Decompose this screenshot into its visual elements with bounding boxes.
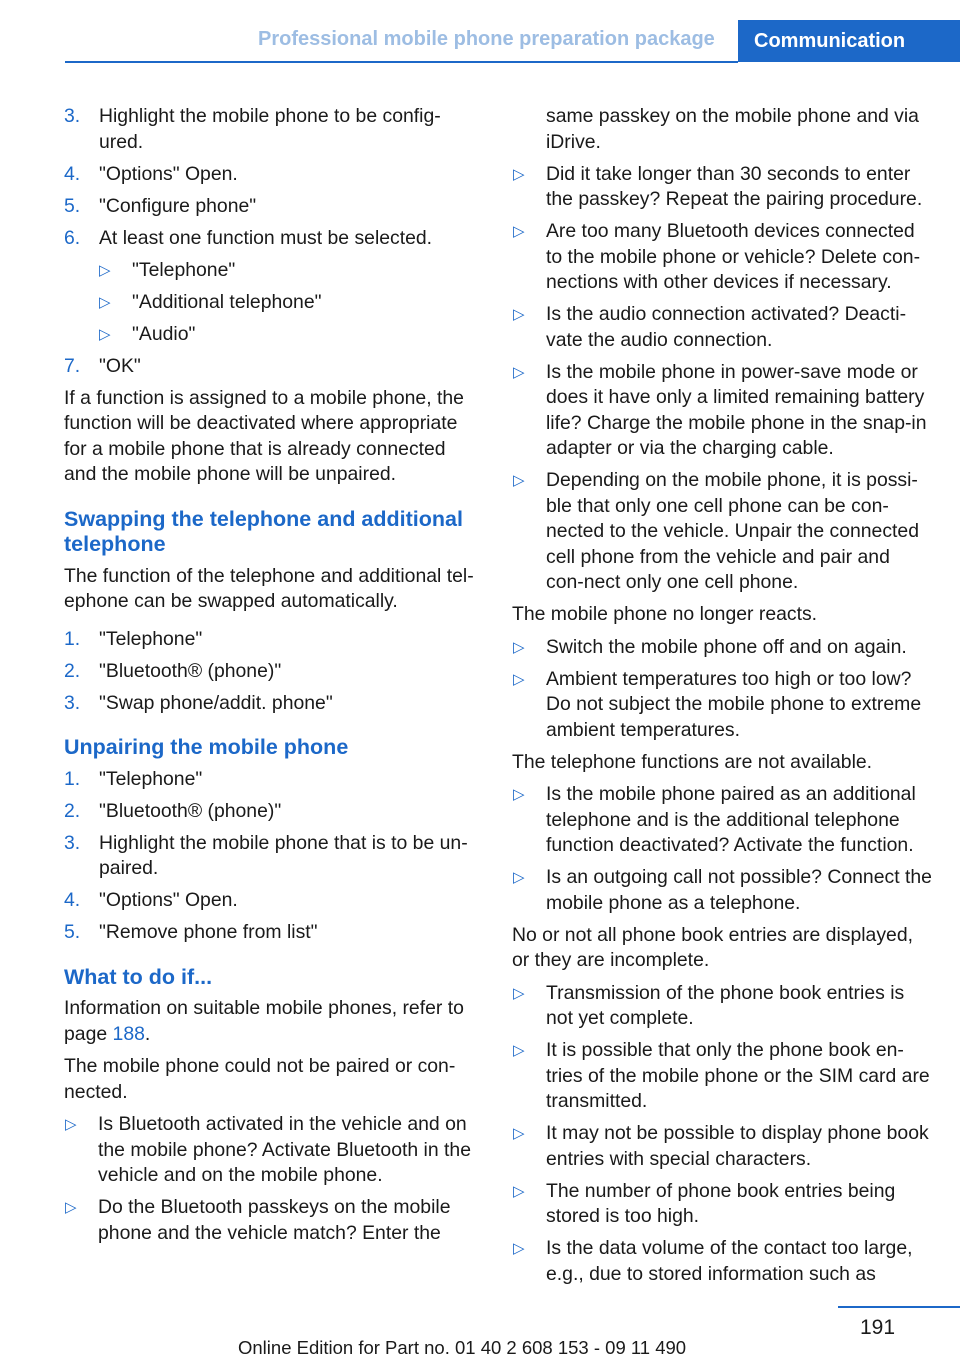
bullet-text: Ambient temperatures too high or too low? Do not subject the mobile phone to extreme ambient temperatures. (546, 667, 922, 741)
assign-note: If a function is assigned to a mobile phone, the function will be deactivated where appropriate for a mobile phone that is already connected and the mobile phone will be unpaired. (64, 386, 464, 485)
config-step (64, 354, 482, 380)
step-item (64, 104, 482, 155)
step-text: "Bluetooth® (phone)" (99, 799, 282, 822)
config-steps (64, 104, 482, 251)
step-item (64, 920, 482, 946)
step-text: "Swap phone/addit. phone" (99, 691, 333, 714)
section-heading-unpair: Unpairing the mobile phone (64, 735, 349, 759)
footer-rule (838, 1306, 960, 1308)
bullet-text: The number of phone book entries being stored is too high. (546, 1179, 896, 1227)
bullet-item (512, 1121, 932, 1172)
step-number: 3. (64, 831, 81, 854)
bullet-text: Is the data volume of the contact too large, e.g., due to stored information such as (546, 1237, 913, 1285)
step-item (64, 888, 482, 914)
step-text: "Telephone" (99, 627, 203, 650)
triangle-bullet-icon: ▷ (513, 984, 525, 1002)
step-number: 3. (64, 691, 81, 714)
bullet-item (512, 1179, 932, 1230)
bullet-item (98, 258, 482, 284)
not-available-bullets (512, 782, 932, 916)
triangle-bullet-icon: ▷ (513, 1240, 525, 1257)
triangle-bullet-icon: ▷ (513, 1042, 525, 1059)
bullet-item (512, 360, 932, 462)
no-react-text: The mobile phone no longer reacts. (512, 603, 818, 625)
triangle-bullet-icon: ▷ (513, 786, 525, 803)
step-number: 2. (64, 799, 81, 822)
bullet-text: Transmission of the phone book entries is not yet complete. (546, 981, 905, 1029)
bullet-text: Do the Bluetooth passkeys on the mobile phone and the vehicle match? Enter the (98, 1196, 451, 1244)
triangle-bullet-icon: ▷ (513, 1182, 525, 1200)
not-paired-text: The mobile phone could not be paired or con‐nected. (64, 1055, 456, 1103)
step-item (64, 767, 482, 793)
triangle-bullet-icon: ▷ (65, 1199, 77, 1216)
section-heading-swap: Swapping the telephone and additional telephone (64, 506, 463, 556)
step-item (64, 831, 482, 882)
no-react-bullets (512, 635, 932, 744)
triangle-bullet-icon: ▷ (513, 363, 525, 381)
running-header-section: Professional mobile phone preparation package (258, 28, 715, 50)
step-item (64, 162, 482, 188)
step-text: "Bluetooth® (phone)" (99, 659, 282, 682)
bullet-text: Are too many Bluetooth devices connected to the mobile phone or vehicle? Delete con‐nections with other devices if necessary. (546, 220, 921, 293)
bullet-text: Is Bluetooth activated in the vehicle and on the mobile phone? Activate Bluetooth in the vehicle and on the mobile phone. (98, 1113, 471, 1186)
bullet-item (512, 162, 932, 213)
triangle-bullet-icon: ▷ (513, 165, 525, 183)
step-item (64, 627, 482, 653)
info-text: Information on suitable mobile phones, refer to page (64, 997, 464, 1045)
triangle-bullet-icon: ▷ (513, 306, 525, 323)
bullet-item (64, 1112, 482, 1189)
bullet-item (512, 1038, 932, 1115)
not-available-text: The telephone functions are not available. (512, 750, 873, 773)
step-text: "Telephone" (99, 767, 203, 790)
step-number: 3. (64, 105, 81, 127)
bullet-item (512, 219, 932, 296)
step-text: Highlight the mobile phone to be config‐ured. (99, 105, 441, 153)
triangle-bullet-icon: ▷ (513, 869, 525, 886)
step-number: 2. (64, 659, 81, 682)
step-text: "Configure phone" (99, 194, 257, 217)
page-number: 191 (860, 1316, 896, 1339)
unpair-steps (64, 767, 482, 946)
bullet-text: Depending on the mobile phone, it is possi‐ble that only one cell phone can be con‐nected to the vehicle. Unpair the connected cell phone from the vehicle and pair and con‐nect only one cell phone. (546, 469, 919, 593)
bullet-item (512, 865, 932, 916)
section-heading-whatif: What to do if... (64, 964, 213, 989)
step-item (64, 799, 482, 825)
bullet-item (512, 468, 932, 596)
step-text: "OK" (99, 354, 141, 377)
bullet-item (98, 322, 482, 348)
step-text: Highlight the mobile phone that is to be un‐paired. (99, 831, 468, 879)
running-header-chapter: Communication (738, 20, 960, 62)
function-options (64, 258, 482, 348)
bullet-text: Is an outgoing call not possible? Connect the mobile phone as a telephone. (546, 866, 932, 914)
bullet-text: It may not be possible to display phone book entries with special characters. (546, 1122, 929, 1170)
bullet-text: "Audio" (132, 322, 196, 345)
bullet-item (98, 290, 482, 316)
step-item (64, 194, 482, 220)
triangle-bullet-icon: ▷ (513, 638, 525, 656)
step-text: "Remove phone from list" (99, 921, 318, 943)
bullet-item (512, 667, 932, 744)
step-number: 1. (64, 767, 81, 790)
bullet-text: "Telephone" (132, 258, 236, 281)
step-number: 7. (64, 354, 81, 377)
step-number: 4. (64, 889, 81, 911)
bullet-item (64, 1195, 482, 1246)
right-column (512, 104, 932, 1294)
step-number: 4. (64, 162, 81, 185)
bullet-item (512, 302, 932, 353)
phonebook-bullets (512, 981, 932, 1288)
bullet-item (512, 635, 932, 661)
continuation-text: same passkey on the mobile phone and via iDrive. (546, 105, 919, 153)
triangle-bullet-icon: ▷ (99, 293, 111, 311)
bullet-text: Switch the mobile phone off and on again. (546, 635, 907, 658)
step-text: "Options" Open. (99, 889, 238, 911)
triangle-bullet-icon: ▷ (513, 223, 525, 240)
phonebook-text: No or not all phone book entries are displayed, or they are incomplete. (512, 923, 913, 971)
bullet-text: Did it take longer than 30 seconds to enter the passkey? Repeat the pairing procedure. (546, 162, 923, 210)
header-rule (65, 61, 738, 63)
continued-bullet (512, 104, 932, 155)
step-item (64, 659, 482, 685)
triangle-bullet-icon: ▷ (99, 261, 111, 279)
pairing-bullets (512, 162, 932, 596)
bullet-text: Is the audio connection activated? Deacti‐vate the audio connection. (546, 303, 907, 351)
step-text: At least one function must be selected. (99, 226, 433, 249)
step-text: "Options" Open. (99, 162, 238, 185)
bullet-text: It is possible that only the phone book en‐tries of the mobile phone or the SIM card are transmitted. (546, 1039, 930, 1112)
step-item (64, 691, 482, 717)
triangle-bullet-icon: ▷ (65, 1116, 77, 1133)
bullet-item (512, 1236, 932, 1287)
left-column (64, 104, 482, 1253)
page-link[interactable]: 188 (112, 1022, 145, 1045)
bullet-text: Is the mobile phone paired as an additional telephone and is the additional telephone function deactivated? Activate the function. (546, 783, 916, 856)
swap-intro: The function of the telephone and additional tel‐ephone can be swapped automatically. (64, 564, 474, 612)
triangle-bullet-icon: ▷ (99, 325, 111, 343)
info-paragraph (64, 996, 482, 1047)
triangle-bullet-icon: ▷ (513, 472, 525, 489)
info-end: . (144, 1022, 151, 1045)
triangle-bullet-icon: ▷ (513, 1125, 525, 1142)
step-number: 5. (64, 194, 81, 217)
step-number: 5. (64, 921, 81, 943)
step-number: 1. (64, 627, 81, 650)
swap-steps (64, 627, 482, 717)
triangle-bullet-icon: ▷ (513, 670, 525, 688)
bullet-text: "Additional telephone" (132, 290, 322, 313)
step-number: 6. (64, 226, 81, 249)
edition-footer: Online Edition for Part no. 01 40 2 608 153 - 09 11 490 (238, 1337, 687, 1358)
bullet-text: Is the mobile phone in power-save mode or does it have only a limited remaining battery life? Charge the mobile phone in the snap-in adapter or via the charging cable. (546, 360, 927, 459)
bullet-item (512, 782, 932, 859)
whatif-bullets (64, 1112, 482, 1246)
bullet-item (512, 981, 932, 1032)
step-item (64, 226, 482, 252)
